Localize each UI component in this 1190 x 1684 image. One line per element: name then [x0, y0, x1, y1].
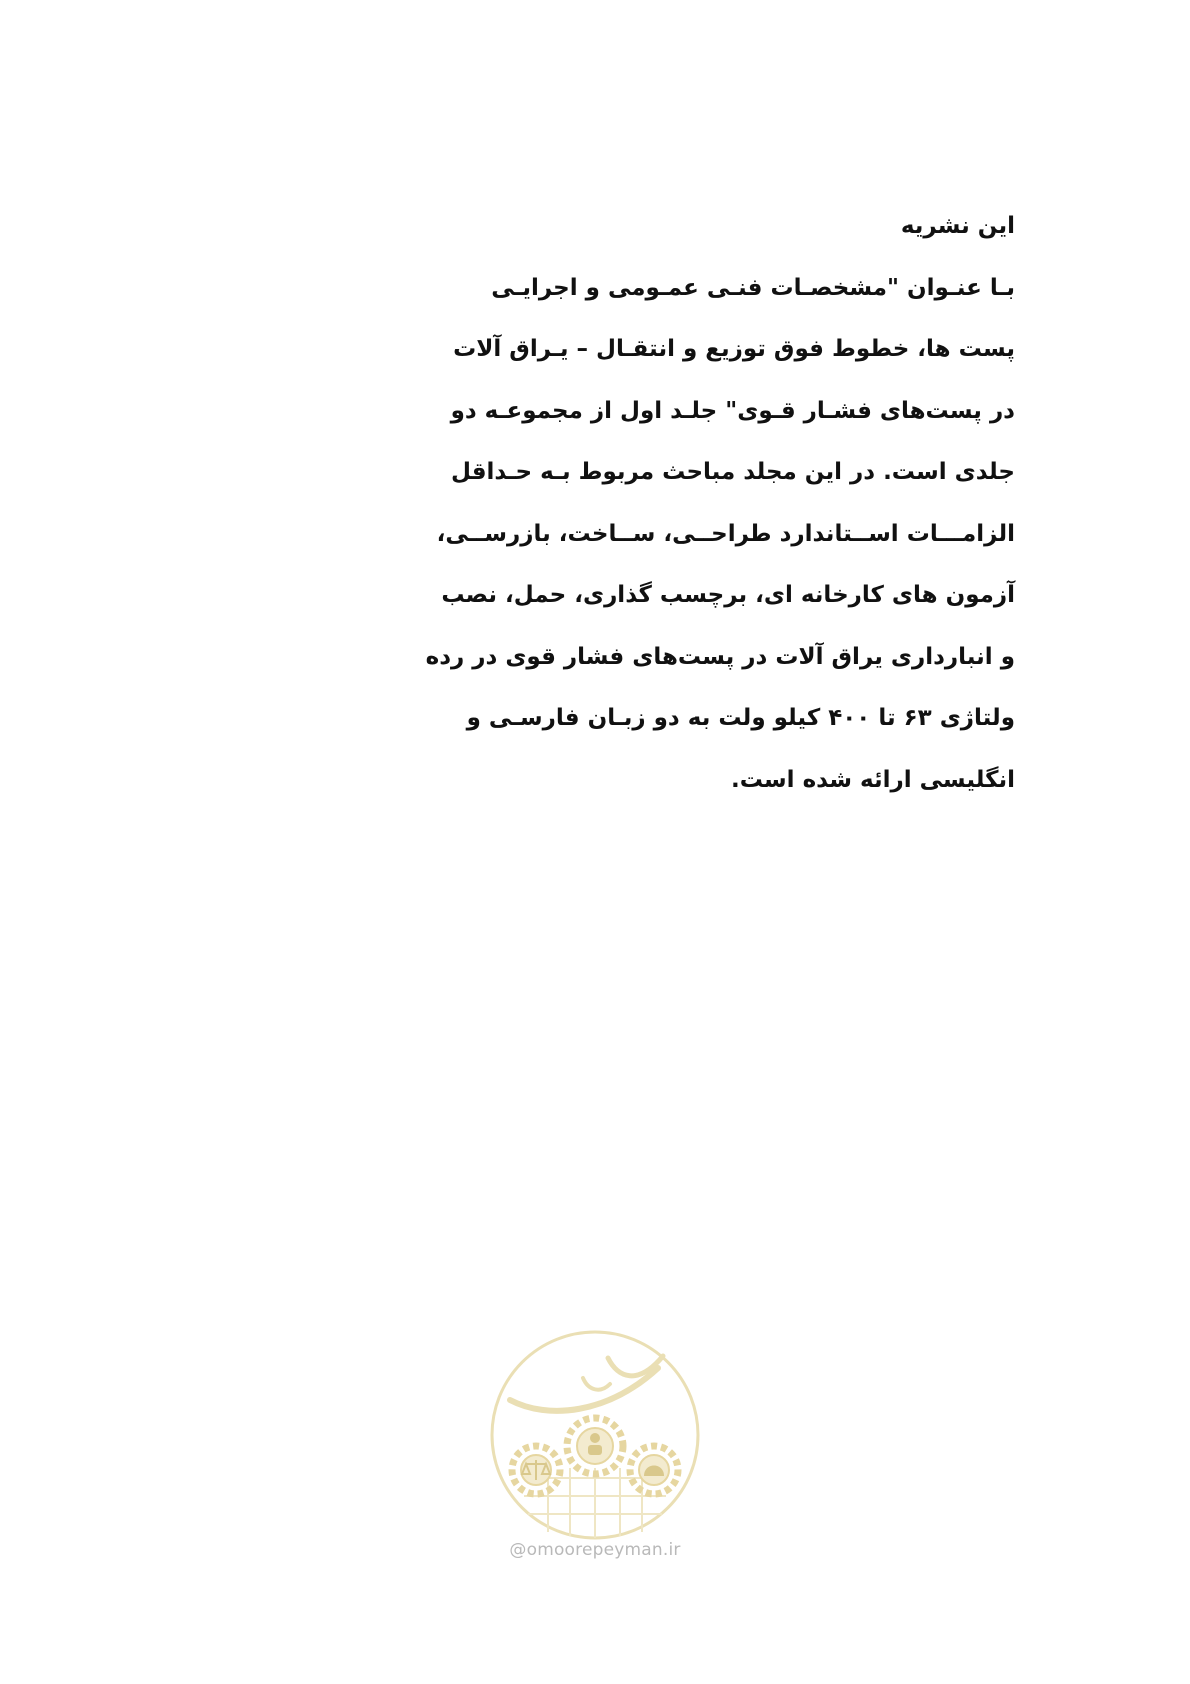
intro-paragraph	[425, 205, 1015, 820]
paragraph-line-5: جلدی است. در این مجلد مباحث مربوط بـه حـداقل	[450, 459, 1015, 485]
paragraph-line-3: پست ها، خطوط فوق توزیع و انتقـال – یـراق آلات	[453, 336, 1015, 362]
paragraph-line-7: آزمون های کارخانه ای، برچسب گذاری، حمل، نصب	[441, 582, 1015, 608]
paragraph-line-10: انگلیسی ارائه شده است.	[730, 766, 1015, 793]
paragraph-line-8: و انبارداری یراق آلات در پست‌های فشار قوی در رده	[425, 643, 1015, 670]
paragraph-line-4: در پست‌های فشـار قـوی" جلـد اول از مجموعـه دو	[450, 397, 1015, 424]
paragraph-line-9: ولتاژی ۶۳ تا ۴۰۰ کیلو ولت به دو زبـان فارسـی و	[466, 705, 1015, 731]
watermark-url: @omoorepeyman.ir	[509, 1540, 681, 1560]
paragraph-line-6: الزامـــات اســتاندارد طراحــی، ســاخت، بازرســی،	[436, 520, 1015, 547]
paragraph-line-1: این نشریه	[900, 213, 1015, 239]
paragraph-line-2: بـا عنـوان "مشخصـات فنـی عمـومی و اجرایـی	[491, 274, 1015, 301]
watermark-logo-icon	[488, 1328, 702, 1542]
